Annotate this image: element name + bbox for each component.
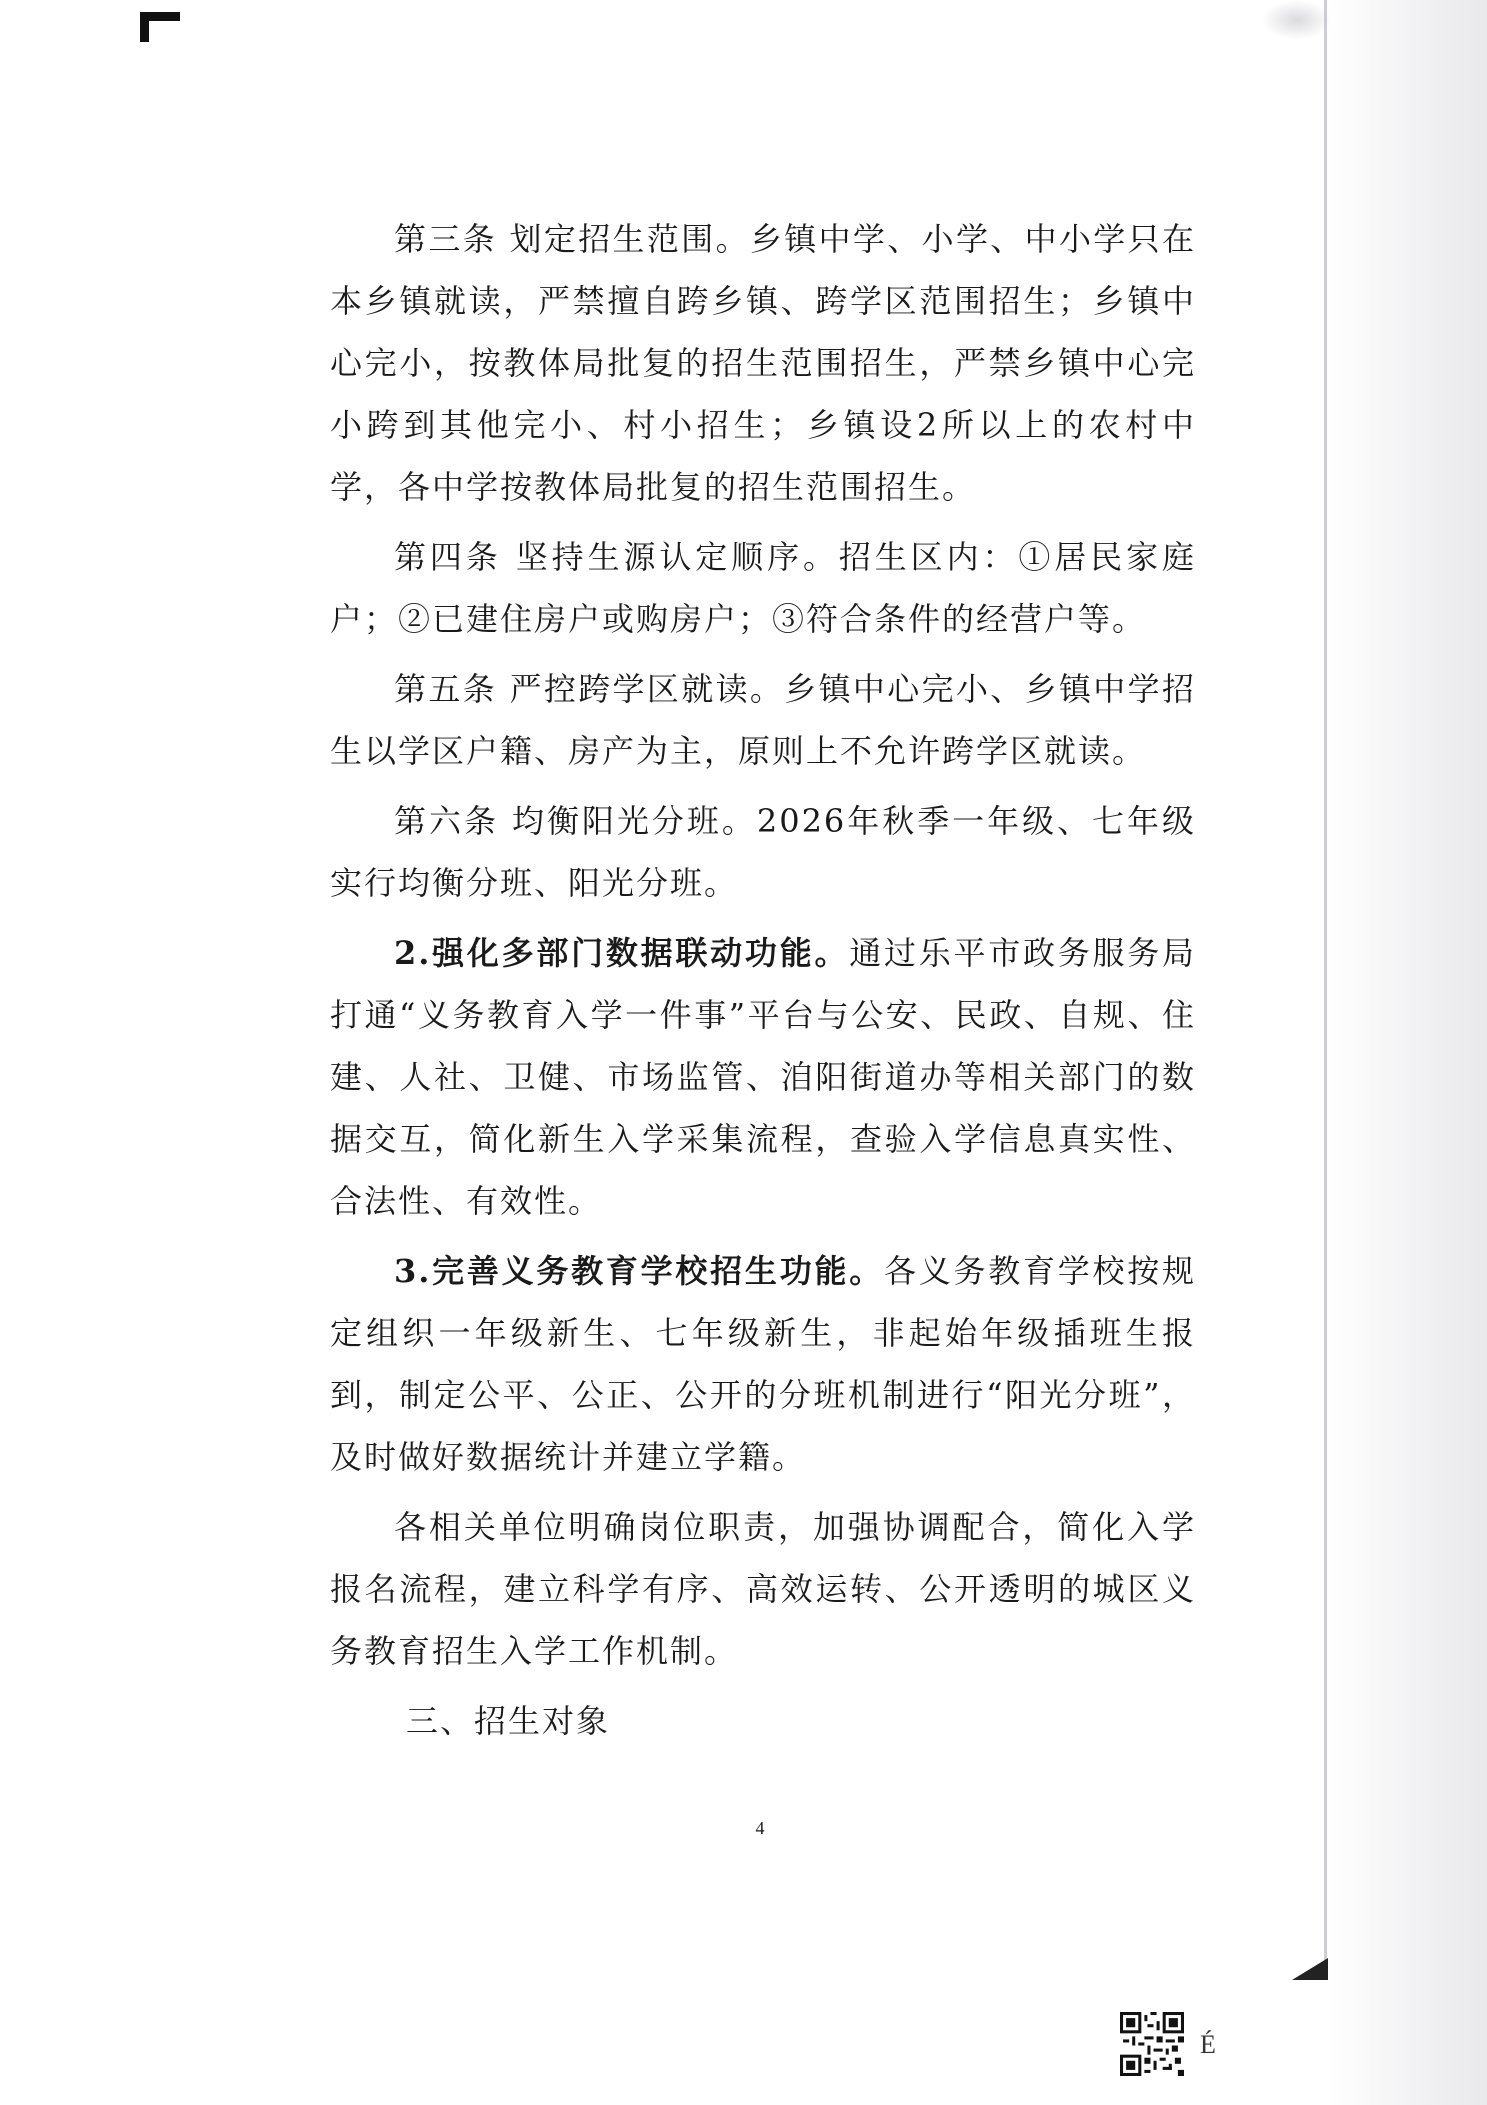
paragraph-school-enrollment: 3.完善义务教育学校招生功能。各义务教育学校按规定组织一年级新生、七年级新生，非起始年级插班生报到，制定公平、公正、公开的分班机制进行“阳光分班”，及时做好数据统计并建立学籍。 bbox=[330, 1252, 1196, 1476]
qr-code-icon bbox=[1120, 2012, 1184, 2076]
paragraph-article-4: 第四条 坚持生源认定顺序。招生区内：①居民家庭户；②已建住房户或购房户；③符合条件的经营户等。 bbox=[330, 538, 1196, 638]
corner-triangle-mark-icon bbox=[1292, 1958, 1328, 1980]
paragraph-responsibilities: 各相关单位明确岗位职责，加强协调配合，简化入学报名流程，建立科学有序、高效运转、公开透明的城区义务教育招生入学工作机制。 bbox=[330, 1508, 1196, 1670]
section-heading: 三、招生对象 bbox=[406, 1702, 611, 1740]
scan-fold-line bbox=[1324, 0, 1327, 1960]
paragraph-lead: 2.强化多部门数据联动功能。 bbox=[394, 934, 850, 972]
corner-glyph: É bbox=[1200, 2030, 1216, 2059]
paragraph-article-5: 第五条 严控跨学区就读。乡镇中心完小、乡镇中学招生以学区户籍、房产为主，原则上不允许跨学区就读。 bbox=[330, 670, 1196, 770]
paragraph-data-linkage: 2.强化多部门数据联动功能。通过乐平市政务服务局打通“义务教育入学一件事”平台与公安、民政、自规、住建、人社、卫健、市场监管、洎阳街道办等相关部门的数据交互，简化新生入学采集流程，查验入学信息真实性、合法性、有效性。 bbox=[330, 934, 1196, 1220]
paragraph-lead: 3.完善义务教育学校招生功能。 bbox=[394, 1252, 884, 1290]
scan-smudge bbox=[1262, 0, 1332, 40]
paragraph-article-3: 第三条 划定招生范围。乡镇中学、小学、中小学只在本乡镇就读，严禁擅自跨乡镇、跨学区范围招生；乡镇中心完小，按教体局批复的招生范围招生，严禁乡镇中心完小跨到其他完小、村小招生；乡镇设2所以上的农村中学，各中学按教体局批复的招生范围招生。 bbox=[330, 220, 1196, 506]
document-body bbox=[330, 208, 1196, 1752]
paragraph-article-6: 第六条 均衡阳光分班。2026年秋季一年级、七年级实行均衡分班、阳光分班。 bbox=[330, 802, 1196, 902]
corner-crop-mark-icon bbox=[140, 12, 180, 42]
page-number: 4 bbox=[755, 1818, 765, 1838]
scan-shadow bbox=[1327, 0, 1487, 2105]
